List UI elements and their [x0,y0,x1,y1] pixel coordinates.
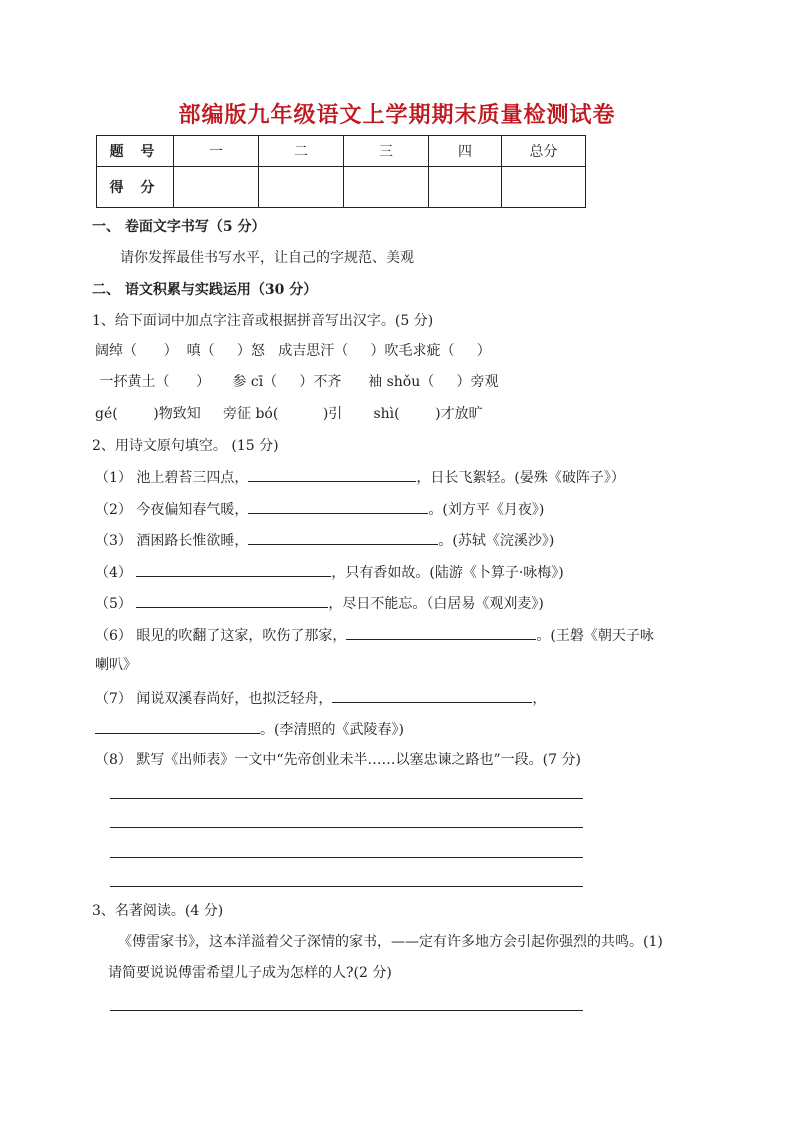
q2-title: 2、用诗文原句填空。 (15 分) [92,438,279,454]
score-table-cell: 二 [259,136,344,167]
q3-para1: 《傅雷家书》，这本洋溢着父子深情的家书，——定有许多地方会引起你强烈的共鸣。(1) [118,934,663,950]
answer-blank[interactable] [248,530,438,545]
q2-item-8: （8） 默写《出师表》一文中“先帝创业未半……以塞忠谏之路也”一段。(7 分) [95,752,581,768]
score-entry-cell[interactable] [502,167,586,208]
section1-heading: 一、 卷面文字书写（5 分） [92,219,266,235]
section1-text: 请你发挥最佳书写水平，让自己的字规范、美观 [120,250,414,266]
answer-line[interactable] [110,798,583,799]
score-table-score-row [97,167,586,208]
score-table-cell: 三 [344,136,429,167]
answer-line[interactable] [110,827,583,828]
q2-item-6: （6） 眼见的吹翻了这家，吹伤了那家， 。(王磐《朝天子咏 [95,625,654,646]
answer-blank[interactable] [332,688,532,703]
q3-title: 3、名著阅读。(4 分) [92,903,224,919]
answer-blank[interactable] [248,467,416,482]
answer-blank[interactable] [346,625,536,640]
score-table-cell: 总分 [502,136,586,167]
q2-item-7: （7） 闻说双溪春尚好，也拟泛轻舟， ， [95,688,546,709]
score-table-header-row [97,136,586,167]
answer-blank[interactable] [95,719,260,734]
score-table [96,135,586,208]
score-entry-cell[interactable] [259,167,344,208]
q3-para2: 请简要说说傅雷希望儿子成为怎样的人?(2 分) [108,965,392,981]
q2-item-1: （1） 池上碧苔三四点， ，日长飞絮轻。(晏殊《破阵子》） [95,467,625,488]
q2-item-2: （2） 今夜偏知春气暖， 。(刘方平《月夜》) [95,499,544,520]
q1-row2: 一抔黄土（ ） 参 cī（ ）不齐 袖 shǒu（ ）旁观 [95,374,499,390]
score-table-cell: 一 [174,136,259,167]
q1-row1: 阔绰（ ） 嗔（ ）怒 成吉思汗（ ）吹毛求疵（ ） [95,343,491,359]
q2-item-6-cont: 喇叭》 [95,657,137,673]
q2-item-3: （3） 酒困路长惟欲睡， 。(苏轼《浣溪沙》) [95,530,554,551]
page-title: 部编版九年级语文上学期期末质量检测试卷 [178,102,616,128]
q2-item-5: （5） ，尽日不能忘。（白居易《观刈麦》) [95,593,544,614]
q1-row3: gé( )物致知 旁征 bó( )引 shì( )才放旷 [95,406,483,422]
score-entry-cell[interactable] [344,167,429,208]
answer-blank[interactable] [136,593,328,608]
answer-line[interactable] [110,857,583,858]
score-table-cell: 四 [429,136,502,167]
q2-item-7-cont: 。(李清照的《武陵春》) [95,719,404,740]
q1-title: 1、给下面词中加点字注音或根据拼音写出汉字。(5 分) [92,313,434,329]
section2-heading: 二、 语文积累与实践运用（30 分） [92,282,318,298]
answer-blank[interactable] [248,499,428,514]
q2-item-4: （4） ，只有香如故。(陆游《卜算子·咏梅》) [95,562,564,583]
answer-line[interactable] [110,886,583,887]
answer-blank[interactable] [136,562,331,577]
score-table-cell: 得 分 [97,167,174,208]
score-table-cell: 题 号 [97,136,174,167]
score-entry-cell[interactable] [429,167,502,208]
answer-line[interactable] [110,1010,583,1011]
score-entry-cell[interactable] [174,167,259,208]
